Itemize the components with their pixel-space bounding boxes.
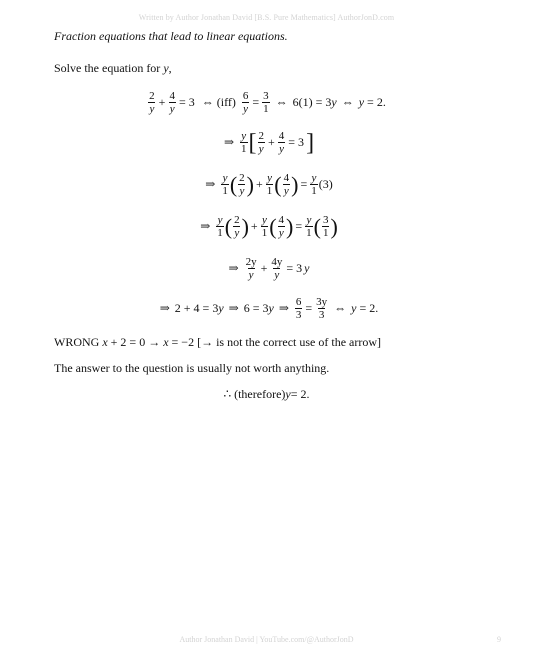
fraction: $\frac{6}{y}$ [242, 90, 249, 115]
fraction: $\frac{4}{y}$ [278, 214, 285, 239]
fraction: $\frac{4y}{y}$ [271, 256, 283, 281]
conclusion: ∴ (therefore) y = 2. [223, 387, 310, 401]
fraction: $\frac{2y}{y}$ [245, 256, 257, 281]
fraction: $\frac{3y}{3}$ [316, 296, 328, 321]
fraction: $\frac{y}{1}$ [306, 214, 312, 239]
fraction: $\frac{y}{1}$ [217, 214, 223, 239]
page-footer: Author Jonathan David | YouTube.com/@AuthorJonD [179, 635, 354, 644]
fraction: $\frac{2}{y}$ [239, 172, 245, 197]
section-heading: Fraction equations that lead to linear equations. [54, 29, 288, 43]
fraction: $\frac{4}{y}$ [283, 172, 290, 197]
equation-6: ⇒ 2 + 4 = 3 y ⇒ 6 = 3 y ⇒ $\frac{6}{3}$ = $\frac{3y}{3}$ ⇔ y = 2. [159, 296, 379, 321]
intro-comma: , [168, 61, 172, 75]
fraction: $\frac{y}{1}$ [222, 172, 228, 197]
page-number: 9 [497, 635, 501, 644]
fraction: $\frac{y}{1}$ [311, 172, 317, 197]
equation-2: ⇒ $\frac{y}{1}$ [ $\frac{2}{y}$ + $\frac{4}{y}$ = 3 ] [223, 129, 315, 156]
fraction: $\frac{3}{1}$ [263, 90, 269, 115]
fraction: $\frac{6}{3}$ [295, 296, 302, 321]
fraction: $\frac{y}{1}$ [266, 172, 273, 197]
page-header: Written by Author Jonathan David [B.S. Pure Mathematics] AuthorJonD.com [138, 13, 395, 22]
fraction: $\frac{y}{1}$ [241, 130, 247, 155]
fraction: $\frac{4}{y}$ [169, 90, 175, 115]
intro-var: y [163, 61, 169, 75]
fraction: $\frac{4}{y}$ [278, 130, 285, 155]
note-text: The answer to the question is usually not worth anything. [54, 361, 330, 375]
intro-text: Solve the equation for [54, 61, 164, 75]
equation-5: ⇒ $\frac{2y}{y}$ + $\frac{4y}{y}$ = 3 y [228, 256, 310, 281]
fraction: $\frac{2}{y}$ [234, 214, 240, 239]
equation-1: $\frac{2}{y}$ + $\frac{4}{y}$ = 3 ⇔ (iff) $\frac{6}{y}$ = $\frac{3}{1}$ ⇔ 6(1) = 3 y ⇔ y = 2. [149, 90, 386, 115]
equation-3: ⇒ $\frac{y}{1}$ ( $\frac{2}{y}$ ) + $\frac{y}{1}$ ( $\frac{4}{y}$ ) = $\frac{y}{1}$ (3) [205, 171, 333, 197]
fraction: $\frac{y}{1}$ [261, 214, 268, 239]
equation-4: ⇒ $\frac{y}{1}$ ( $\frac{2}{y}$ ) + $\frac{y}{1}$ ( $\frac{4}{y}$ ) = $\frac{y}{1}$ ( $\frac{3}{1}$ ) [200, 213, 338, 239]
wrong-example: WRONG x + 2 = 0 → x = −2 [→ is not the correct use of the arrow] [54, 335, 381, 349]
intro-line [54, 61, 172, 76]
fraction: $\frac{2}{y}$ [258, 130, 264, 155]
fraction: $\frac{3}{1}$ [322, 214, 329, 239]
fraction: $\frac{2}{y}$ [149, 90, 155, 115]
